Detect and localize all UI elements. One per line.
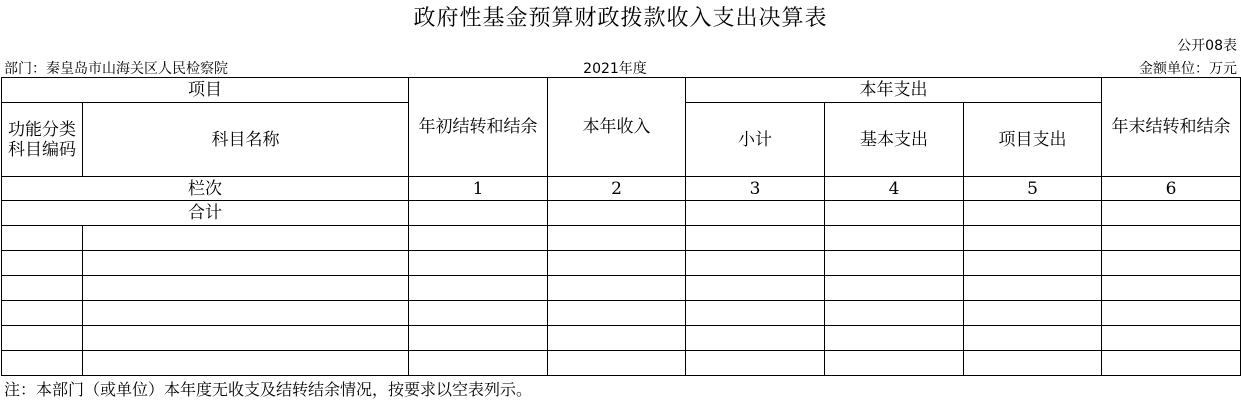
table-cell <box>964 326 1102 351</box>
table-cell <box>2 251 83 276</box>
table-cell <box>686 326 825 351</box>
header-project-expenditure: 项目支出 <box>964 103 1102 177</box>
header-end-balance: 年末结转和结余 <box>1102 78 1241 177</box>
table-cell <box>548 351 686 376</box>
table-cell <box>686 351 825 376</box>
form-number: 公开08表 <box>1177 38 1237 54</box>
table-cell <box>83 326 409 351</box>
table-cell <box>548 276 686 301</box>
table-cell <box>686 201 825 226</box>
table-cell <box>964 276 1102 301</box>
table-cell <box>825 201 964 226</box>
table-cell <box>964 351 1102 376</box>
lane-number: 2 <box>548 177 686 201</box>
header-subject-name: 科目名称 <box>83 103 409 177</box>
table-cell <box>964 201 1102 226</box>
header-function-code: 功能分类科目编码 <box>2 103 83 177</box>
lane-number: 6 <box>1102 177 1241 201</box>
lane-label: 栏次 <box>2 177 409 201</box>
table-cell <box>83 276 409 301</box>
lane-number: 4 <box>825 177 964 201</box>
table-cell <box>2 301 83 326</box>
lane-number: 1 <box>409 177 548 201</box>
table-cell <box>686 226 825 251</box>
table-cell <box>409 326 548 351</box>
table-cell <box>83 251 409 276</box>
table-row <box>2 326 1241 351</box>
amount-unit: 金额单位：万元 <box>1139 61 1237 77</box>
total-row <box>2 201 1241 226</box>
header-item: 项目 <box>2 78 409 103</box>
table-cell <box>1102 251 1241 276</box>
table-cell <box>964 251 1102 276</box>
table-cell <box>548 201 686 226</box>
header-income: 本年收入 <box>548 78 686 177</box>
table-cell <box>1102 301 1241 326</box>
table-cell <box>409 301 548 326</box>
table-cell <box>2 351 83 376</box>
table-row <box>2 301 1241 326</box>
table-cell <box>1102 276 1241 301</box>
table-cell <box>825 351 964 376</box>
table-cell <box>2 276 83 301</box>
table-row <box>2 226 1241 251</box>
table-cell <box>1102 201 1241 226</box>
table-cell <box>1102 351 1241 376</box>
table-cell <box>825 301 964 326</box>
table-cell <box>83 351 409 376</box>
table-cell <box>409 276 548 301</box>
footnote: 注：本部门（或单位）本年度无收支及结转结余情况，按要求以空表列示。 <box>4 380 533 399</box>
table-cell <box>548 301 686 326</box>
table-cell <box>548 226 686 251</box>
header-subtotal: 小计 <box>686 103 825 177</box>
table-cell <box>409 251 548 276</box>
table-cell <box>1102 326 1241 351</box>
table-cell <box>964 226 1102 251</box>
table-cell <box>964 301 1102 326</box>
header-expenditure: 本年支出 <box>686 78 1102 103</box>
table-cell <box>548 251 686 276</box>
table-row <box>2 351 1241 376</box>
lane-number: 5 <box>964 177 1102 201</box>
table-cell <box>686 301 825 326</box>
table-cell <box>2 326 83 351</box>
table-row <box>2 276 1241 301</box>
table-cell <box>1102 226 1241 251</box>
budget-table <box>1 77 1241 376</box>
fiscal-year: 2021年度 <box>583 61 647 77</box>
department-label: 部门：秦皇岛市山海关区人民检察院 <box>4 61 228 77</box>
header-begin-balance: 年初结转和结余 <box>409 78 548 177</box>
header-row-1 <box>2 78 1241 103</box>
table-cell <box>686 276 825 301</box>
table-cell <box>409 351 548 376</box>
table-cell <box>409 201 548 226</box>
table-cell <box>825 276 964 301</box>
lane-row <box>2 177 1241 201</box>
table-cell <box>409 226 548 251</box>
table-cell <box>686 251 825 276</box>
table-cell <box>83 226 409 251</box>
table-cell <box>548 326 686 351</box>
table-cell <box>2 226 83 251</box>
table-row <box>2 251 1241 276</box>
table-cell <box>825 326 964 351</box>
table-cell <box>83 301 409 326</box>
page-title: 政府性基金预算财政拨款收入支出决算表 <box>413 6 828 31</box>
lane-number: 3 <box>686 177 825 201</box>
header-basic-expenditure: 基本支出 <box>825 103 964 177</box>
table-cell <box>825 251 964 276</box>
table-cell <box>825 226 964 251</box>
total-label: 合计 <box>2 201 409 226</box>
